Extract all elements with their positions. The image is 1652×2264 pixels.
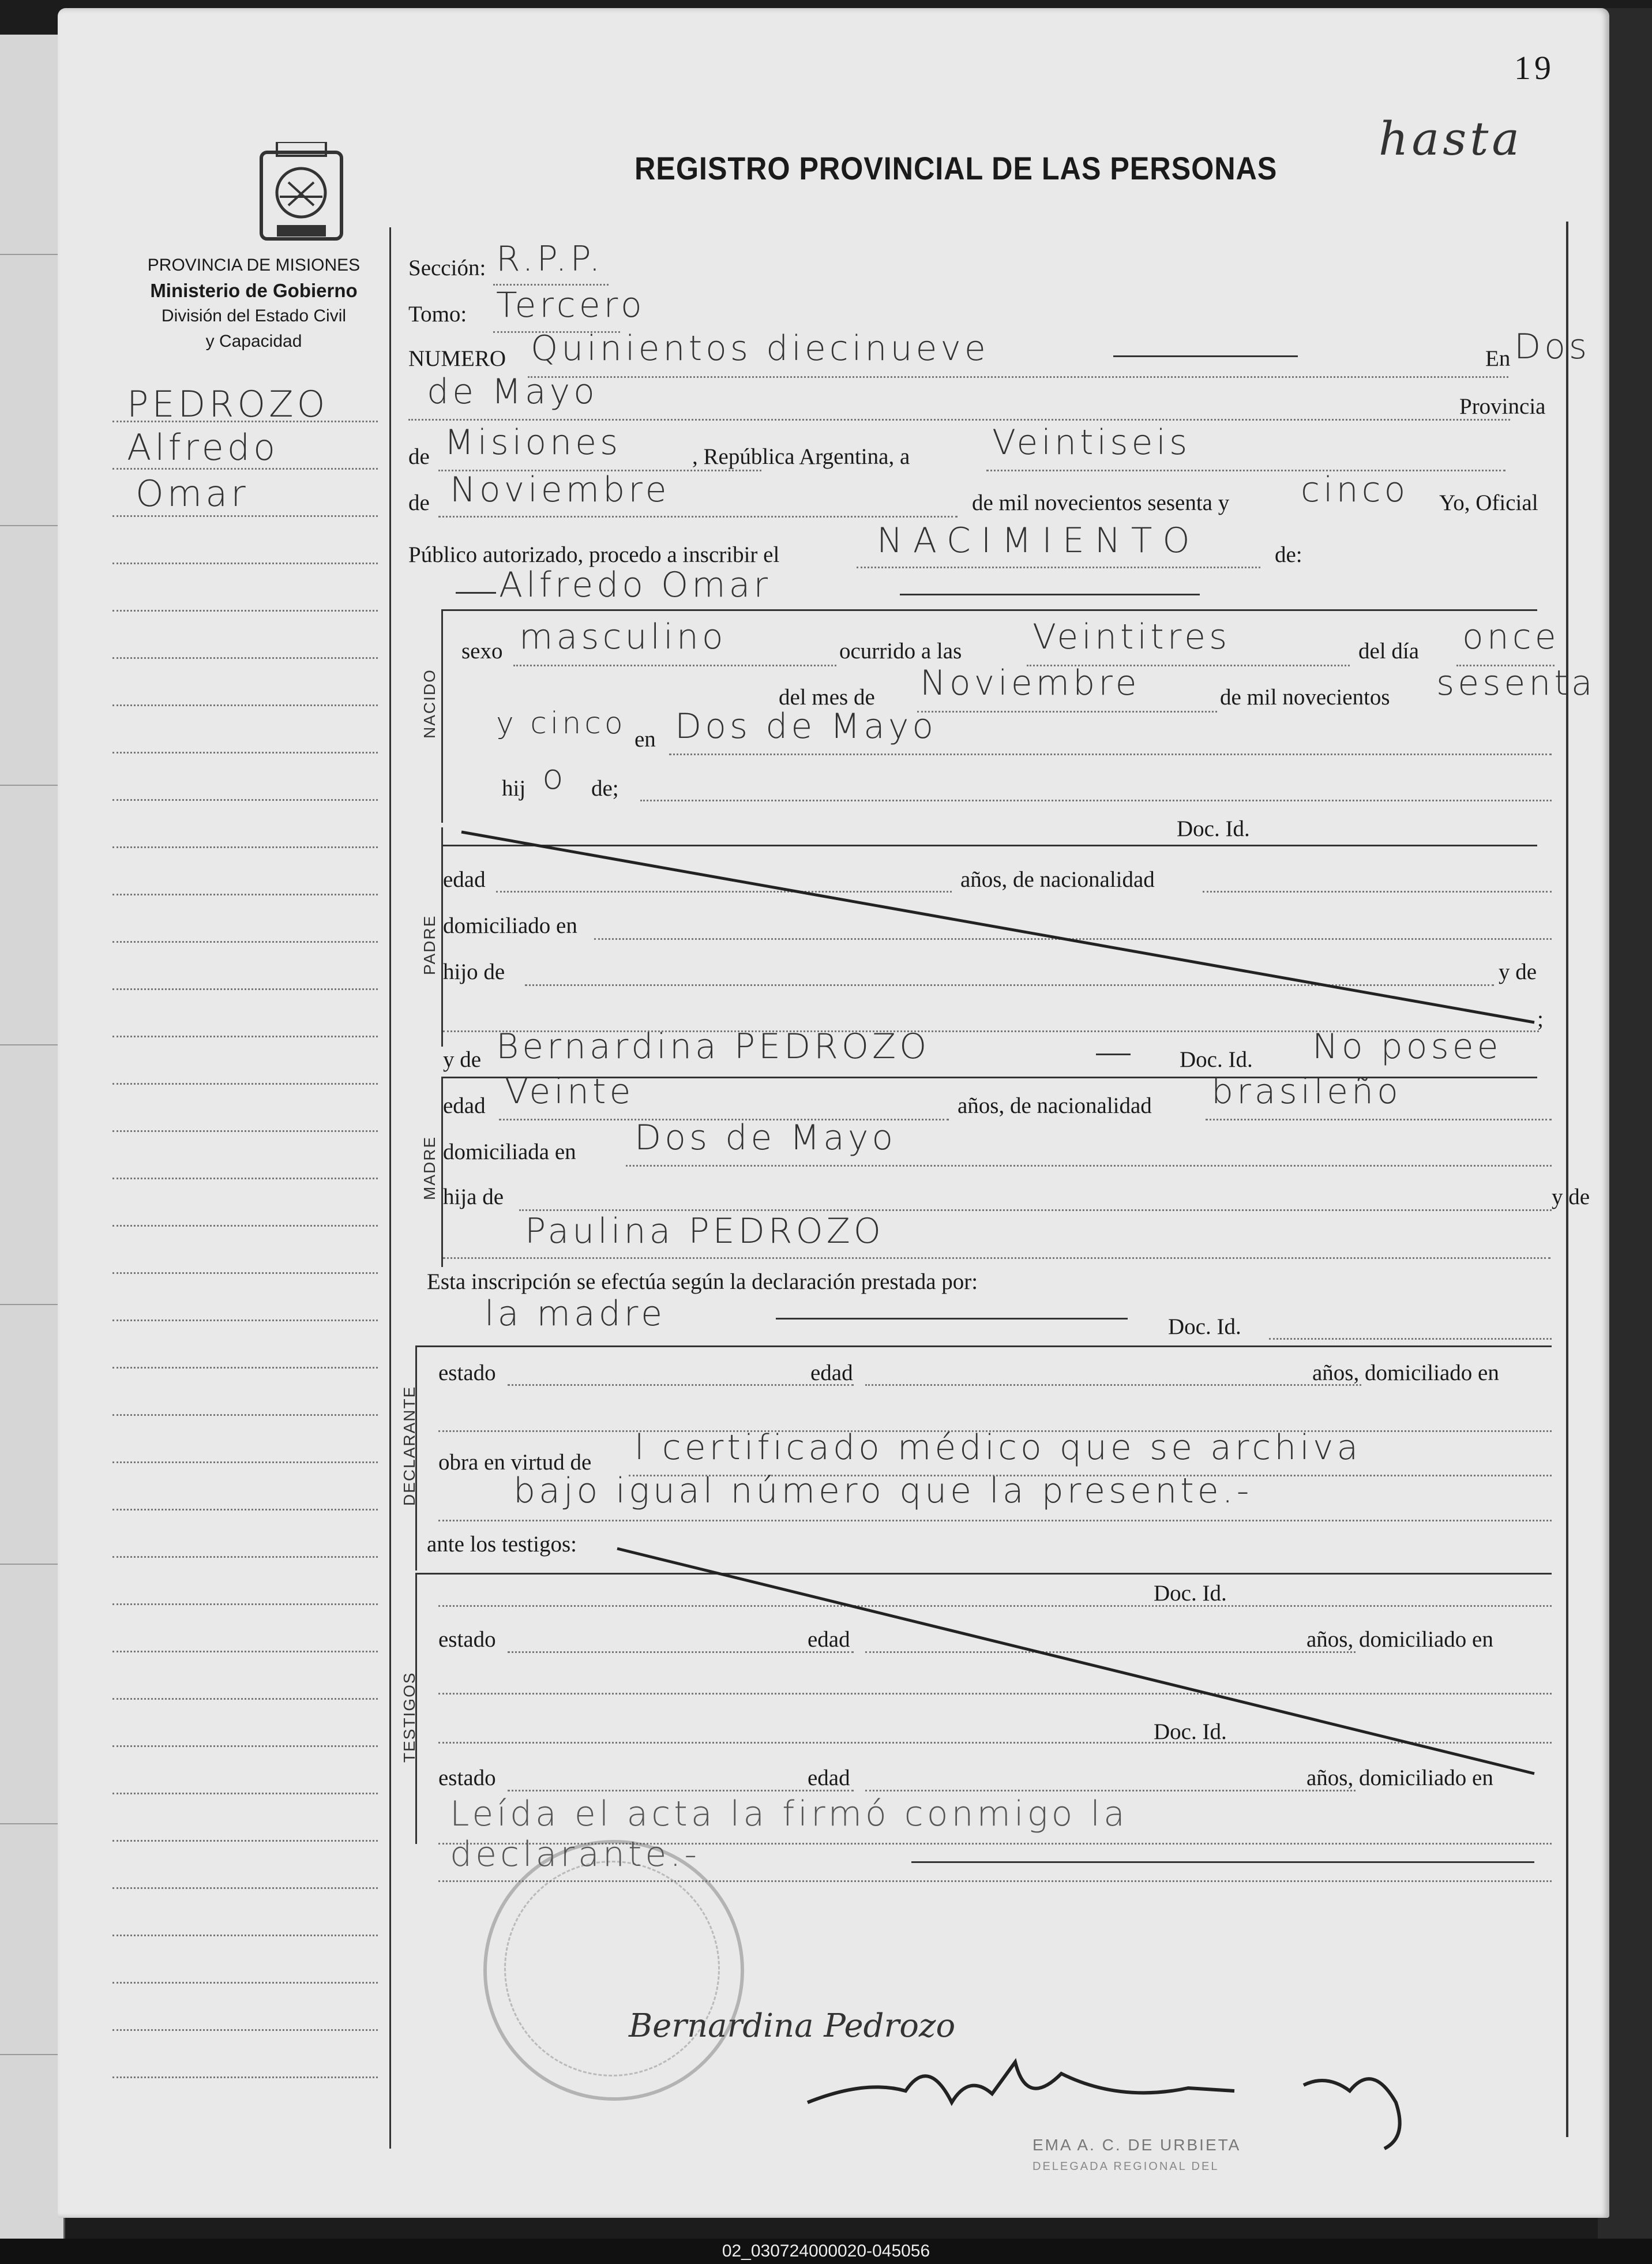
padre-cancel-line <box>450 826 1557 1034</box>
mes-value: Noviembre <box>920 663 1140 703</box>
numero-value: Quinientos diecinueve <box>531 328 989 369</box>
margin-line <box>112 1178 378 1179</box>
testigo-2-estado-label: estado <box>438 1766 496 1790</box>
dia-value: once <box>1462 617 1560 657</box>
margin-line <box>112 1556 378 1558</box>
margin-line <box>112 1272 378 1274</box>
anio-2-value: y cinco <box>496 706 626 741</box>
republica-label: , República Argentina, a <box>692 444 910 469</box>
division-label-2: y Capacidad <box>205 332 302 351</box>
margin-line <box>112 704 378 706</box>
tomo-value: Tercero <box>496 285 645 325</box>
madre-edad-label: edad <box>443 1093 486 1118</box>
madre-hija-de-label: hija de <box>443 1185 504 1209</box>
ante-testigos-label: ante los testigos: <box>427 1532 577 1557</box>
declarante-edad-label: edad <box>810 1360 853 1385</box>
madre-doc-value: No posee <box>1312 1026 1502 1067</box>
margin-second-name: Omar <box>136 473 249 515</box>
del-dia-label: del día <box>1358 639 1420 664</box>
margin-line <box>112 941 378 943</box>
tomo-label: Tomo: <box>408 302 467 327</box>
mil-novecientos-label: de mil novecientos <box>1220 685 1390 710</box>
testigo-1-domicilio-label: años, domiciliado en <box>1306 1627 1493 1652</box>
margin-line <box>112 799 378 801</box>
left-page-edge <box>0 35 65 2239</box>
margin-line <box>112 988 378 990</box>
madre-domicilio-label: domiciliada en <box>443 1140 576 1164</box>
margin-line <box>112 1887 378 1889</box>
margin-line <box>112 1036 378 1037</box>
margin-line <box>112 1651 378 1652</box>
padre-semicolon-label: ; <box>1537 1007 1544 1032</box>
province-label: PROVINCIA DE MISIONES <box>147 256 361 275</box>
declaracion-label: Esta inscripción se efectúa según la declaración prestada por: <box>427 1269 978 1294</box>
testigo-2-edad-label: edad <box>808 1766 850 1790</box>
footer-stamp-line-2: DELEGADA REGIONAL DEL <box>1032 2160 1219 2173</box>
cierre-1-value: Leída el acta la firmó conmigo la <box>450 1794 1128 1834</box>
en-lugar-label: en <box>634 727 656 752</box>
firma-declarante: Bernardina Pedrozo <box>629 2007 956 2045</box>
madre-side-label: MADRE <box>420 1135 438 1200</box>
padre-side-label: PADRE <box>420 914 438 975</box>
de-label: de <box>408 444 430 469</box>
margin-line <box>112 468 378 470</box>
padre-hijo-de-label: hijo de <box>443 959 505 984</box>
testigo-1-estado-label: estado <box>438 1627 496 1652</box>
padre-edad-label: edad <box>443 867 486 892</box>
margin-line <box>112 1698 378 1700</box>
fecha-anio-value: cinco <box>1301 470 1409 510</box>
de-semicolon-label: de; <box>591 776 619 801</box>
page-title: REGISTRO PROVINCIAL DE LAS PERSONAS <box>634 150 1278 186</box>
madre-nombre-value: Bernardina PEDROZO <box>496 1026 930 1067</box>
sexo-value: masculino <box>519 617 727 657</box>
margin-line <box>112 894 378 895</box>
testigo-2-domicilio-label: años, domiciliado en <box>1306 1766 1493 1790</box>
city-value-1: Dos <box>1514 327 1591 367</box>
testigos-cancel-line <box>611 1531 1546 1785</box>
margin-line <box>112 1320 378 1321</box>
madre-hija-de-value: Paulina PEDROZO <box>525 1211 885 1251</box>
declarante-estado-label: estado <box>438 1360 496 1385</box>
testigos-side-label: TESTIGOS <box>400 1671 418 1763</box>
testigo-1-doc-id-label: Doc. Id. <box>1154 1581 1227 1606</box>
declarante-value: la madre <box>485 1294 666 1334</box>
mil-sesenta-label: de mil novecientos sesenta y <box>972 490 1230 515</box>
testigo-1-edad-label: edad <box>808 1627 850 1652</box>
seccion-value: R.P.P. <box>496 239 604 279</box>
registry-page <box>58 8 1609 2218</box>
yo-oficial-label: Yo, Oficial <box>1439 490 1538 515</box>
margin-line <box>112 1935 378 1936</box>
nacido-side-label: NACIDO <box>420 669 438 739</box>
margin-first-name: Alfredo <box>127 426 279 468</box>
fecha-mes-value: Noviembre <box>450 470 670 510</box>
margin-line <box>112 2076 378 2078</box>
official-stamp-seal <box>483 1840 744 2101</box>
margin-note: hasta <box>1379 112 1523 166</box>
margin-line <box>112 1414 378 1416</box>
obra-label: obra en virtud de <box>438 1450 592 1475</box>
madre-edad-value: Veinte <box>505 1071 634 1112</box>
margin-line <box>112 515 378 517</box>
margin-line <box>112 563 378 564</box>
page-number: 19 <box>1514 49 1555 87</box>
acto-value: NACIMIENTO <box>877 520 1200 561</box>
margin-line <box>112 2029 378 2031</box>
province-coat-of-arms-icon <box>257 142 346 246</box>
margin-line <box>112 1225 378 1227</box>
madre-doc-id-label: Doc. Id. <box>1180 1047 1253 1072</box>
margin-line <box>112 1130 378 1132</box>
madre-y-de-label: y de <box>443 1047 482 1072</box>
cierre-2-value: declarante.- <box>450 1834 701 1875</box>
nombre-value: Alfredo Omar <box>499 565 772 605</box>
padre-domicilio-label: domiciliado en <box>443 913 577 938</box>
margin-line <box>112 421 378 422</box>
margin-line <box>112 1367 378 1369</box>
footer-stamp-line-1: EMA A. C. DE URBIETA <box>1032 2136 1241 2154</box>
provincia-label: Provincia <box>1459 394 1546 419</box>
en-label: En <box>1485 346 1511 371</box>
declarante-doc-id-label: Doc. Id. <box>1168 1314 1241 1339</box>
de2-label: de <box>408 490 430 515</box>
testigo-2-doc-id-label: Doc. Id. <box>1154 1719 1227 1744</box>
image-caption: 02_030724000020-045056 <box>0 2239 1652 2264</box>
sexo-label: sexo <box>461 639 503 664</box>
margin-line <box>112 1603 378 1605</box>
seccion-label: Sección: <box>408 256 486 280</box>
hij-label: hij <box>502 776 526 801</box>
de-colon-label: de: <box>1275 542 1302 567</box>
padre-y-de-label: y de <box>1499 959 1537 984</box>
publico-label: Público autorizado, procedo a inscribir el <box>408 542 780 567</box>
margin-surname: PEDROZO <box>127 383 329 425</box>
obra-2-value: bajo igual número que la presente.- <box>513 1471 1253 1511</box>
margin-line <box>112 1509 378 1510</box>
declarante-domicilio-label: años, domiciliado en <box>1312 1360 1499 1385</box>
provincia-value: Misiones <box>444 422 622 463</box>
obra-1-value: l certificado médico que se archiva <box>634 1427 1362 1468</box>
margin-line <box>112 1461 378 1463</box>
fecha-dia-value: Veintiseis <box>992 422 1191 463</box>
lugar-value: Dos de Mayo <box>675 706 937 747</box>
margin-line <box>112 846 378 848</box>
madre-domicilio-value: Dos de Mayo <box>634 1118 897 1158</box>
del-mes-label: del mes de <box>779 685 875 710</box>
anio-1-value: sesenta <box>1436 663 1596 703</box>
margin-line <box>112 610 378 612</box>
ministry-label: Ministerio de Gobierno <box>150 280 358 301</box>
declarante-side-label: DECLARANTE <box>400 1385 418 1506</box>
hij-suffix-value: o <box>542 757 567 797</box>
madre-y-de-2-label: y de <box>1552 1185 1590 1209</box>
padre-doc-id-label: Doc. Id. <box>1177 816 1250 841</box>
margin-line <box>112 1745 378 1747</box>
margin-line <box>112 657 378 659</box>
madre-nacionalidad-value: brasileño <box>1211 1071 1402 1112</box>
margin-line <box>112 1982 378 1984</box>
margin-line <box>112 1840 378 1842</box>
city-value-2: de Mayo <box>427 372 598 412</box>
hora-value: Veintitres <box>1032 617 1231 657</box>
ocurrido-label: ocurrido a las <box>839 639 962 664</box>
margin-line <box>112 1083 378 1085</box>
division-label: División del Estado Civil <box>161 306 347 325</box>
padre-nacionalidad-label: años, de nacionalidad <box>960 867 1155 892</box>
margin-line <box>112 1793 378 1794</box>
numero-label: NUMERO <box>408 346 506 371</box>
margin-line <box>112 752 378 754</box>
madre-nacionalidad-label: años, de nacionalidad <box>958 1093 1152 1118</box>
